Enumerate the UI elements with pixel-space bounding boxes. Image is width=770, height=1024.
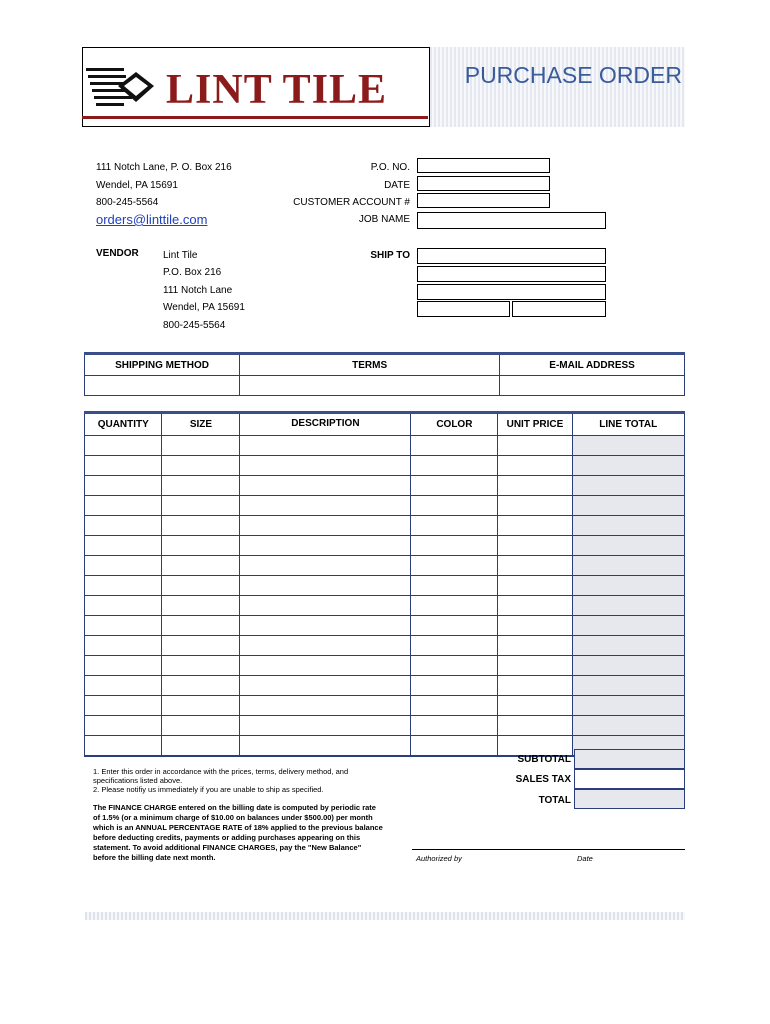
color-cell[interactable] — [411, 576, 498, 596]
description-cell[interactable] — [240, 736, 411, 757]
subtotal-label: SUBTOTAL — [517, 754, 571, 765]
color-header: COLOR — [411, 413, 498, 436]
unit-price-cell[interactable] — [498, 676, 572, 696]
line-total-cell[interactable] — [572, 596, 684, 616]
company-email-link[interactable]: orders@linttile.com — [96, 212, 208, 227]
unit-price-cell[interactable] — [498, 736, 572, 757]
table-row — [85, 476, 685, 496]
table-row — [85, 496, 685, 516]
quantity-cell[interactable] — [85, 536, 162, 556]
line-total-cell[interactable] — [572, 636, 684, 656]
table-row — [85, 616, 685, 636]
signature-line[interactable] — [412, 849, 685, 850]
color-cell[interactable] — [411, 736, 498, 757]
description-cell[interactable] — [240, 716, 411, 736]
ship-to-label: SHIP TO — [370, 250, 410, 261]
items-table — [84, 411, 685, 757]
email-address-header: E-MAIL ADDRESS — [500, 354, 685, 376]
size-cell[interactable] — [162, 456, 240, 476]
terms-header: TERMS — [240, 354, 500, 376]
quantity-cell[interactable] — [85, 516, 162, 536]
unit-price-cell[interactable] — [498, 436, 572, 456]
signature-date-label: Date — [577, 854, 593, 863]
ship-to-city-field[interactable] — [417, 301, 510, 317]
po-number-label: P.O. NO. — [370, 162, 410, 173]
size-cell[interactable] — [162, 636, 240, 656]
description-cell[interactable] — [240, 496, 411, 516]
color-cell[interactable] — [411, 696, 498, 716]
color-cell[interactable] — [411, 496, 498, 516]
quantity-cell[interactable] — [85, 676, 162, 696]
color-cell[interactable] — [411, 676, 498, 696]
table-row — [85, 676, 685, 696]
logo-underline — [82, 116, 428, 119]
total-label: TOTAL — [538, 795, 571, 806]
size-cell[interactable] — [162, 576, 240, 596]
size-cell[interactable] — [162, 596, 240, 616]
ship-to-line3-field[interactable] — [417, 284, 606, 300]
unit-price-cell[interactable] — [498, 536, 572, 556]
size-cell[interactable] — [162, 516, 240, 536]
description-cell[interactable] — [240, 436, 411, 456]
unit-price-cell[interactable] — [498, 636, 572, 656]
table-row — [85, 636, 685, 656]
note-1: 1. Enter this order in accordance with the prices, terms, delivery method, and specifications listed above. — [93, 767, 349, 785]
date-label: DATE — [384, 180, 410, 191]
unit-price-cell[interactable] — [498, 476, 572, 496]
table-row — [85, 696, 685, 716]
size-cell[interactable] — [162, 436, 240, 456]
quantity-cell[interactable] — [85, 596, 162, 616]
size-header: SIZE — [162, 413, 240, 436]
color-cell[interactable] — [411, 516, 498, 536]
table-row — [85, 596, 685, 616]
size-cell[interactable] — [162, 736, 240, 757]
quantity-cell[interactable] — [85, 456, 162, 476]
size-cell[interactable] — [162, 716, 240, 736]
sales-tax-field[interactable] — [574, 769, 685, 789]
unit-price-cell[interactable] — [498, 516, 572, 536]
quantity-cell[interactable] — [85, 496, 162, 516]
quantity-cell[interactable] — [85, 576, 162, 596]
color-cell[interactable] — [411, 456, 498, 476]
size-cell[interactable] — [162, 656, 240, 676]
table-row — [85, 536, 685, 556]
color-cell[interactable] — [411, 616, 498, 636]
line-total-cell[interactable] — [572, 436, 684, 456]
description-cell[interactable] — [240, 456, 411, 476]
terms-cell[interactable] — [240, 376, 500, 396]
unit-price-header: UNIT PRICE — [498, 413, 572, 436]
authorized-by-label: Authorized by — [416, 854, 462, 863]
logo-text: LINT TILE — [166, 67, 388, 113]
description-cell[interactable] — [240, 676, 411, 696]
order-notes — [93, 767, 383, 794]
quantity-cell[interactable] — [85, 436, 162, 456]
table-row — [85, 436, 685, 456]
ship-to-line1-field[interactable] — [417, 248, 606, 264]
page-title: PURCHASE ORDER — [464, 62, 682, 88]
line-total-cell[interactable] — [572, 536, 684, 556]
shipping-table — [84, 352, 685, 396]
quantity-cell[interactable] — [85, 616, 162, 636]
line-total-cell[interactable] — [572, 716, 684, 736]
line-total-cell[interactable] — [572, 496, 684, 516]
color-cell[interactable] — [411, 556, 498, 576]
job-name-label: JOB NAME — [358, 214, 410, 225]
unit-price-cell[interactable] — [498, 696, 572, 716]
description-cell[interactable] — [240, 516, 411, 536]
ship-to-line2-field[interactable] — [417, 266, 606, 282]
size-cell[interactable] — [162, 616, 240, 636]
customer-account-field[interactable] — [417, 193, 550, 208]
customer-account-label: CUSTOMER ACCOUNT # — [293, 197, 410, 208]
line-total-cell[interactable] — [572, 696, 684, 716]
vendor-line1: P.O. Box 216 — [163, 267, 222, 278]
quantity-cell[interactable] — [85, 656, 162, 676]
unit-price-cell[interactable] — [498, 576, 572, 596]
unit-price-cell[interactable] — [498, 656, 572, 676]
description-cell[interactable] — [240, 576, 411, 596]
total-field[interactable] — [574, 789, 685, 809]
company-address1: 111 Notch Lane, P. O. Box 216 — [96, 162, 232, 173]
items-body — [85, 436, 685, 757]
description-cell[interactable] — [240, 596, 411, 616]
ship-to-zip-field[interactable] — [512, 301, 606, 317]
subtotal-field[interactable] — [574, 749, 685, 769]
shipping-method-cell[interactable] — [85, 376, 240, 396]
company-address2: Wendel, PA 15691 — [96, 180, 178, 191]
finance-charge-text: The FINANCE CHARGE entered on the billing date is computed by periodic rate of 1.5% (or a minimum charge of $10.00 on balances under $500.00) per month which is an ANNUAL PERCENTAGE RATE of 18% applied to the previous balance before deducting credits, payments or adding purchases appearing on this statement. To avoid additional FINANCE CHARGES, pay the "New Balance" before the billing date next month. — [93, 803, 383, 862]
vendor-line3: Wendel, PA 15691 — [163, 302, 245, 313]
line-total-cell[interactable] — [572, 576, 684, 596]
quantity-cell[interactable] — [85, 716, 162, 736]
line-total-cell[interactable] — [572, 456, 684, 476]
date-field[interactable] — [417, 176, 550, 191]
color-cell[interactable] — [411, 596, 498, 616]
table-row — [85, 556, 685, 576]
po-number-field[interactable] — [417, 158, 550, 173]
description-cell[interactable] — [240, 616, 411, 636]
unit-price-cell[interactable] — [498, 496, 572, 516]
description-cell[interactable] — [240, 536, 411, 556]
table-row — [85, 656, 685, 676]
email-address-cell[interactable] — [500, 376, 685, 396]
line-total-cell[interactable] — [572, 516, 684, 536]
size-cell[interactable] — [162, 496, 240, 516]
line-total-cell[interactable] — [572, 616, 684, 636]
color-cell[interactable] — [411, 656, 498, 676]
size-cell[interactable] — [162, 536, 240, 556]
company-phone: 800-245-5564 — [96, 197, 159, 208]
quantity-cell[interactable] — [85, 696, 162, 716]
unit-price-cell[interactable] — [498, 716, 572, 736]
quantity-cell[interactable] — [85, 476, 162, 496]
logo-mark-icon — [86, 64, 158, 110]
description-cell[interactable] — [240, 476, 411, 496]
quantity-cell[interactable] — [85, 556, 162, 576]
quantity-cell[interactable] — [85, 736, 162, 757]
description-cell[interactable] — [240, 556, 411, 576]
unit-price-cell[interactable] — [498, 616, 572, 636]
color-cell[interactable] — [411, 636, 498, 656]
vendor-line2: 111 Notch Lane — [163, 285, 233, 296]
line-total-cell[interactable] — [572, 556, 684, 576]
description-cell[interactable] — [240, 656, 411, 676]
unit-price-cell[interactable] — [498, 556, 572, 576]
line-total-header: LINE TOTAL — [572, 413, 684, 436]
vendor-label: VENDOR — [96, 248, 139, 259]
quantity-cell[interactable] — [85, 636, 162, 656]
size-cell[interactable] — [162, 676, 240, 696]
shipping-method-header: SHIPPING METHOD — [85, 354, 240, 376]
color-cell[interactable] — [411, 436, 498, 456]
sales-tax-label: SALES TAX — [515, 774, 571, 785]
footer-band — [85, 912, 685, 920]
table-row — [85, 456, 685, 476]
description-header: DESCRIPTION — [240, 413, 411, 436]
unit-price-cell[interactable] — [498, 456, 572, 476]
table-row — [85, 576, 685, 596]
color-cell[interactable] — [411, 716, 498, 736]
line-total-cell[interactable] — [572, 476, 684, 496]
line-total-cell[interactable] — [572, 656, 684, 676]
vendor-phone: 800-245-5564 — [163, 320, 226, 331]
unit-price-cell[interactable] — [498, 596, 572, 616]
description-cell[interactable] — [240, 696, 411, 716]
table-row — [85, 516, 685, 536]
color-cell[interactable] — [411, 476, 498, 496]
line-total-cell[interactable] — [572, 676, 684, 696]
table-row — [85, 716, 685, 736]
size-cell[interactable] — [162, 556, 240, 576]
size-cell[interactable] — [162, 476, 240, 496]
color-cell[interactable] — [411, 536, 498, 556]
note-2: 2. Please notifiy us immediately if you are unable to ship as specified. — [93, 785, 324, 794]
size-cell[interactable] — [162, 696, 240, 716]
quantity-header: QUANTITY — [85, 413, 162, 436]
job-name-field[interactable] — [417, 212, 606, 229]
vendor-name: Lint Tile — [163, 250, 198, 261]
description-cell[interactable] — [240, 636, 411, 656]
